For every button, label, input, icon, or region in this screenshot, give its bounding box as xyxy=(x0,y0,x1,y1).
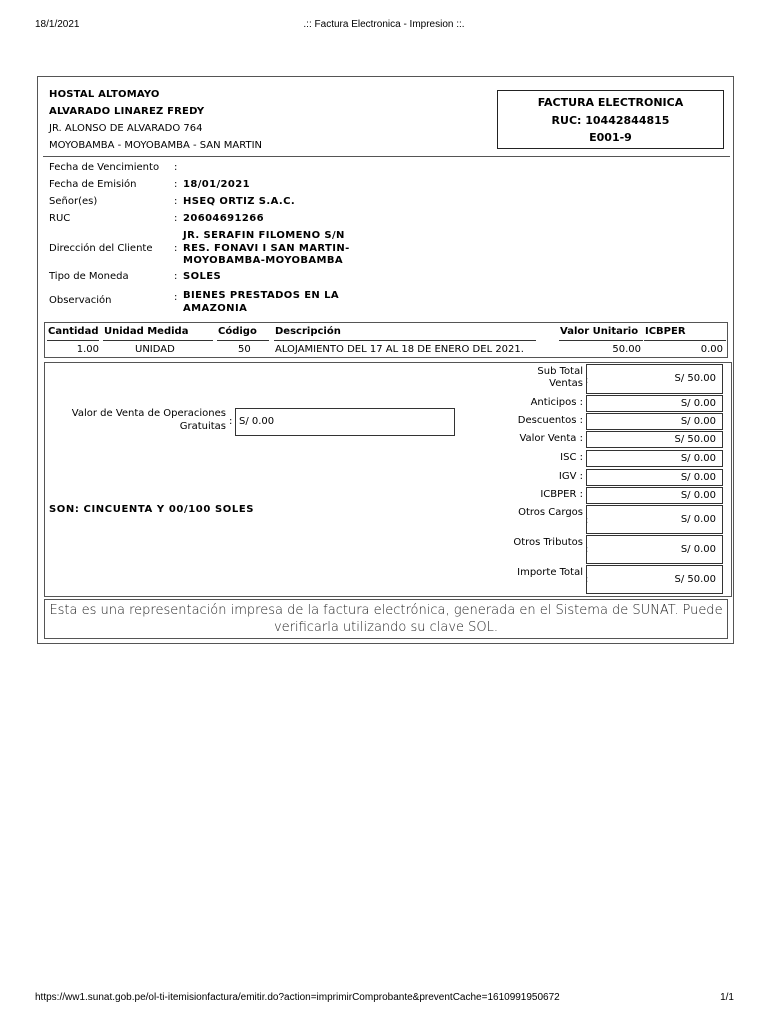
client-value: HSEQ ORTIZ S.A.C. xyxy=(183,196,296,207)
total-colon: : xyxy=(579,433,583,444)
print-date: 18/1/2021 xyxy=(35,19,80,30)
print-page-number: 1/1 xyxy=(720,992,734,1003)
client-colon: : xyxy=(174,179,178,190)
total-value: S/ 0.00 xyxy=(586,395,723,412)
document-ruc: RUC: 10442844815 xyxy=(551,113,670,127)
cell-valor-unitario: 50.00 xyxy=(612,344,641,355)
total-label xyxy=(503,433,583,445)
total-value: S/ 0.00 xyxy=(586,505,723,534)
client-label: RUC xyxy=(49,213,71,224)
document-id-box xyxy=(497,90,724,149)
total-label xyxy=(503,489,583,501)
header-underline xyxy=(644,340,726,341)
total-label-text: Anticipos xyxy=(530,397,577,408)
client-colon: : xyxy=(174,196,178,207)
header-underline xyxy=(103,340,213,341)
gratuitas-value: S/ 0.00 xyxy=(235,408,455,436)
items-table xyxy=(44,322,728,358)
issuer-block xyxy=(49,86,262,154)
total-label: Importe Total xyxy=(517,567,583,578)
column-header: Unidad Medida xyxy=(104,326,189,337)
issuer-location: MOYOBAMBA - MOYOBAMBA - SAN MARTIN xyxy=(49,140,263,151)
client-colon: : xyxy=(174,271,178,282)
issuer-owner: ALVARADO LINAREZ FREDY xyxy=(49,106,205,117)
amount-in-words: SON: CINCUENTA Y 00/100 SOLES xyxy=(49,504,255,515)
total-value: S/ 0.00 xyxy=(586,487,723,504)
total-colon: : xyxy=(579,397,583,408)
total-label: Otros Cargos xyxy=(518,507,583,518)
column-header: Cantidad xyxy=(48,326,99,337)
total-colon: : xyxy=(585,375,589,386)
document-type: FACTURA ELECTRONICA xyxy=(537,96,684,109)
client-colon: : xyxy=(174,213,178,224)
total-colon: : xyxy=(579,471,583,482)
total-label-text: ICBPER xyxy=(540,489,577,500)
total-colon: : xyxy=(585,544,589,555)
header-underline xyxy=(217,340,269,341)
total-colon: : xyxy=(579,489,583,500)
column-header: Valor Unitario xyxy=(560,326,639,337)
client-value: BIENES PRESTADOS EN LA AMAZONIA xyxy=(183,290,339,314)
client-label: Observación xyxy=(49,295,112,306)
issuer-address: JR. ALONSO DE ALVARADO 764 xyxy=(49,123,203,134)
header-underline xyxy=(47,340,99,341)
client-label: Dirección del Cliente xyxy=(49,243,153,254)
client-value: JR. SERAFIN FILOMENO S/N RES. FONAVI I SAN MARTIN-MOYOBAMBA-MOYOBAMBA xyxy=(183,230,350,266)
header-underline xyxy=(274,340,536,341)
total-label: Sub Total Ventas xyxy=(537,366,583,389)
cell-cantidad: 1.00 xyxy=(76,344,99,355)
total-label-text: IGV xyxy=(558,471,577,482)
total-label: Otros Tributos xyxy=(513,537,583,548)
column-header: Código xyxy=(218,326,257,337)
total-label xyxy=(503,452,583,464)
column-header: ICBPER xyxy=(645,326,686,337)
total-colon: : xyxy=(585,515,589,526)
client-value: 20604691266 xyxy=(183,213,264,224)
cell-unidad: UNIDAD xyxy=(135,344,175,355)
client-label: Fecha de Emisión xyxy=(49,179,137,190)
total-value: S/ 0.00 xyxy=(586,469,723,486)
total-value: S/ 0.00 xyxy=(586,450,723,467)
total-colon: : xyxy=(579,415,583,426)
document-number: E001-9 xyxy=(589,131,632,144)
total-colon: : xyxy=(579,452,583,463)
issuer-business-name: HOSTAL ALTOMAYO xyxy=(49,89,160,100)
total-value: S/ 0.00 xyxy=(586,413,723,430)
client-colon: : xyxy=(174,243,178,254)
invoice xyxy=(37,76,734,644)
client-label: Fecha de Vencimiento xyxy=(49,162,160,173)
client-colon: : xyxy=(174,162,178,173)
total-value: S/ 50.00 xyxy=(586,364,723,394)
print-title: .:: Factura Electronica - Impresion ::. xyxy=(303,19,465,30)
total-label xyxy=(503,471,583,483)
total-label xyxy=(503,415,583,427)
gratuitas-label: Valor de Venta de Operaciones Gratuitas xyxy=(71,408,226,432)
cell-descripcion: ALOJAMIENTO DEL 17 AL 18 DE ENERO DEL 2021. xyxy=(275,344,524,355)
cell-codigo: 50 xyxy=(238,344,251,355)
total-value: S/ 50.00 xyxy=(586,431,723,448)
client-colon: : xyxy=(174,292,178,303)
sunat-notice: Esta es una representación impresa de la factura electrónica, generada en el Sistema de SUNAT. Puede verificarla utilizando su clave SOL. xyxy=(44,599,728,639)
cell-icbper: 0.00 xyxy=(700,344,723,355)
total-label-text: ISC xyxy=(560,452,577,463)
client-value: SOLES xyxy=(183,271,222,282)
total-colon: : xyxy=(585,574,589,585)
client-label: Tipo de Moneda xyxy=(49,271,129,282)
print-url: https://ww1.sunat.gob.pe/ol-ti-itemisionfactura/emitir.do?action=imprimirComprobante&preventCache=1610991950672 xyxy=(35,992,560,1003)
gratuitas-colon: : xyxy=(229,416,233,427)
total-value: S/ 50.00 xyxy=(586,565,723,594)
header-divider xyxy=(43,156,730,157)
total-value: S/ 0.00 xyxy=(586,535,723,564)
header-underline xyxy=(559,340,643,341)
client-label: Señor(es) xyxy=(49,196,98,207)
total-label-text: Valor Venta xyxy=(519,433,577,444)
column-header: Descripción xyxy=(275,326,341,337)
total-label xyxy=(503,397,583,409)
client-value: 18/01/2021 xyxy=(183,179,250,190)
total-label-text: Descuentos xyxy=(517,415,577,426)
